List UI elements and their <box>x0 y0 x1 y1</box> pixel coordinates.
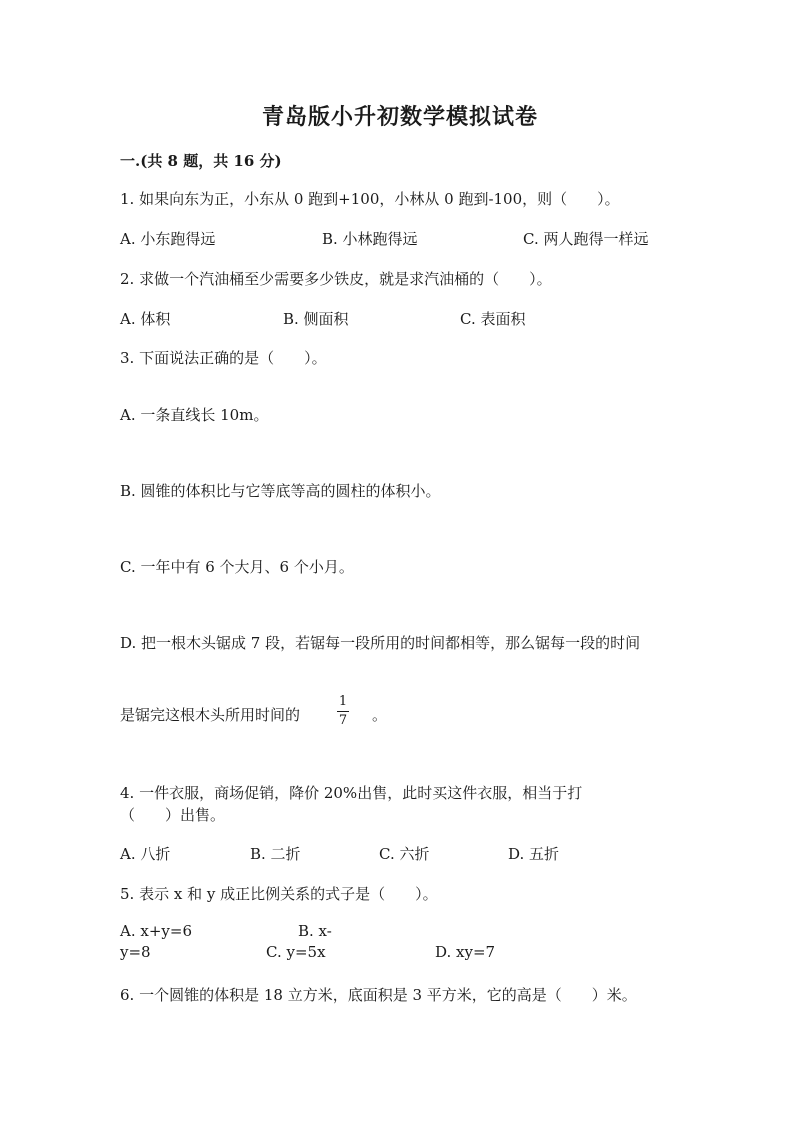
page-title: 青岛版小升初数学模拟试卷 <box>261 104 538 130</box>
question-2-option-b: B. 侧面积 <box>283 310 349 328</box>
question-4-option-c: C. 六折 <box>379 845 430 863</box>
question-3-option-d: D. 把一根木头锯成 7 段，若锯每一段所用的时间都相等，那么锯每一段的时间 <box>120 634 641 652</box>
fraction-bar <box>337 711 349 712</box>
question-1-option-b: B. 小林跑得远 <box>322 230 418 248</box>
question-3-stem: 3. 下面说法正确的是（ ）。 <box>120 349 327 367</box>
question-1-option-a: A. 小东跑得远 <box>120 230 216 248</box>
question-3-option-d-continuation: 是锯完这根木头所用时间的 <box>120 706 301 724</box>
question-5-option-b: B. x- <box>298 922 332 940</box>
question-4-option-b: B. 二折 <box>250 845 301 863</box>
question-4-option-a: A. 八折 <box>120 845 171 863</box>
question-2-stem: 2. 求做一个汽油桶至少需要多少铁皮，就是求汽油桶的（ ）。 <box>120 270 552 288</box>
question-4-stem-line1: 4. 一件衣服，商场促销，降价 20%出售，此时买这件衣服，相当于打 <box>120 784 583 802</box>
question-5-stem: 5. 表示 x 和 y 成正比例关系的式子是（ ）。 <box>120 885 438 903</box>
question-3-option-a: A. 一条直线长 10m。 <box>120 406 269 424</box>
question-4-option-d: D. 五折 <box>508 845 560 863</box>
question-5-option-b-wrap: y=8 <box>120 943 151 961</box>
question-5-option-d: D. xy=7 <box>435 943 496 961</box>
section-heading: 一.(共 8 题，共 16 分) <box>120 152 282 170</box>
fraction-denominator: 7 <box>338 713 348 728</box>
fraction-one-seventh <box>337 695 349 728</box>
question-2-option-c: C. 表面积 <box>460 310 526 328</box>
question-3-end-mark: 。 <box>372 706 388 724</box>
question-3-option-b: B. 圆锥的体积比与它等底等高的圆柱的体积小。 <box>120 482 441 500</box>
question-5-option-c: C. y=5x <box>266 943 326 961</box>
question-4-stem-line2: （ ）出售。 <box>120 806 226 824</box>
fraction-numerator: 1 <box>338 694 348 709</box>
question-3-option-c: C. 一年中有 6 个大月、6 个小月。 <box>120 558 354 576</box>
question-1-stem: 1. 如果向东为正，小东从 0 跑到+100，小林从 0 跑到-100，则（ ）。 <box>120 190 620 208</box>
question-5-option-a: A. x+y=6 <box>120 922 192 940</box>
question-1-option-c: C. 两人跑得一样远 <box>523 230 649 248</box>
question-6-stem: 6. 一个圆锥的体积是 18 立方米，底面积是 3 平方米，它的高是（ ）米。 <box>120 986 637 1004</box>
question-2-option-a: A. 体积 <box>120 310 171 328</box>
